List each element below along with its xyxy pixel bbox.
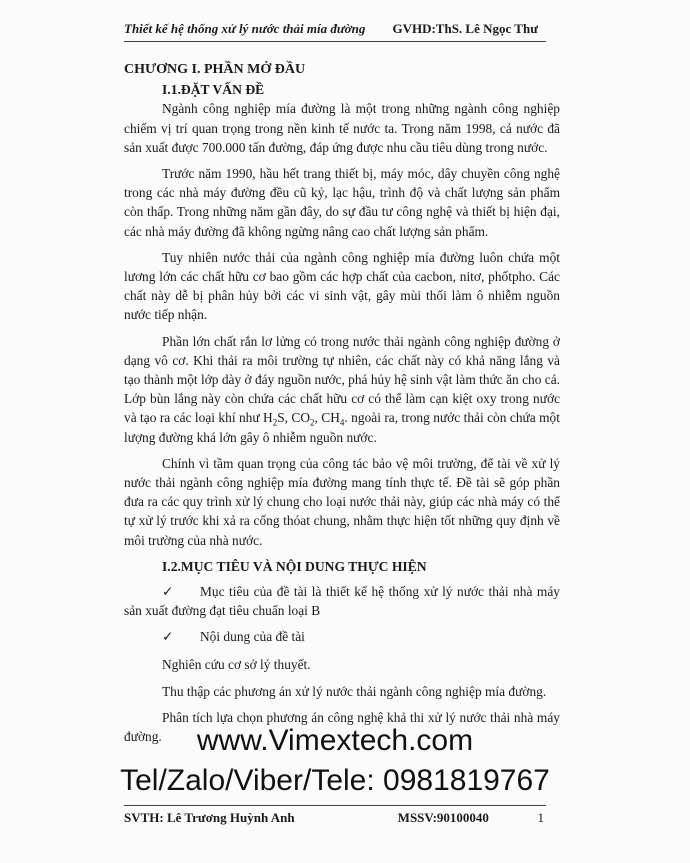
task-line-3: Phân tích lựa chọn phương án công nghệ khả thi xử lý nước thải nhà máy đường. <box>124 710 560 745</box>
task-line-1: Nghiên cứu cơ sở lý thuyết. <box>162 656 311 672</box>
chapter-title: CHƯƠNG I. PHẦN MỞ ĐẦU <box>124 62 306 77</box>
checklist-item-text: Nội dung của đề tài <box>200 629 305 645</box>
paragraph-5: Chính vì tầm quan trọng của công tác bảo vệ môi trường, để tài về xử lý nước thải ngành công nghiệp mía đường mang tính thực tế. Đề tài sẽ góp phần đưa ra các quy trình xử lý chung cho loại nước thải này, giúp các nhà máy có thể tự xử lý trước khi xả ra cống thóat chung, nhằm thực hiện tốt những quy định về môi trường của nhà nước. <box>124 455 560 548</box>
checkmark-icon: ✓ <box>162 584 174 600</box>
checklist-item-content <box>124 627 560 646</box>
page-number: 1 <box>537 810 544 825</box>
paragraph-4-text: Phần lớn chất rắn lơ lửng có trong nước thải ngành công nghiệp đường ở dạng vô cơ. Khi thải ra môi trường tự nhiên, các chất này có khả năng lắng và tạo thành một lớp dày ở đáy nguồn nước, phá hủy hệ sinh vật làm thức ăn cho cá. Lớp bùn lắng này còn chứa các chất hữu cơ có thể làm cạn kiệt oxy trong nước và tạo ra các loại khí như H <box>124 333 560 426</box>
checklist-item-text: Mục tiêu của đề tài là thiết kế hệ thống xử lý nước thải nhà máy sản xuất đường đạt tiêu chuẩn loại B <box>124 584 560 619</box>
paragraph-4-text: , CH <box>314 410 340 426</box>
section-title-1: I.1.ĐẶT VẤN ĐỀ <box>162 82 265 98</box>
subscript: 2 <box>272 418 278 429</box>
paragraph-1: Ngành công nghiệp mía đường là một trong những ngành công nghiệp chiếm vị trí quan trọng trong nền kinh tế nước ta. Trong năm 1998, cả nước đã sản xuất được 700.000 tấn đường, đáp ứng được nhu cầu tiêu dùng trong nước. <box>124 101 560 155</box>
section-title-2: I.2.MỤC TIÊU VÀ NỘI DUNG THỰC HIỆN <box>162 558 427 574</box>
watermark-phone: Tel/Zalo/Viber/Tele: 0981819767 <box>120 764 550 797</box>
paragraph-4 <box>124 332 560 447</box>
checklist-item-objective <box>124 582 560 620</box>
footer-student-id: MSSV:90100040 <box>397 810 489 825</box>
header-advisor: GVHD:ThS. Lê Ngọc Thư <box>392 21 538 36</box>
paragraph-4-text: S, CO <box>277 410 311 426</box>
page-footer <box>124 810 544 826</box>
checkmark-icon: ✓ <box>162 629 174 645</box>
subscript: 2 <box>310 418 315 429</box>
task-line-2: Thu thập các phương án xử lý nước thải ngành công nghiệp mía đường. <box>162 683 547 699</box>
paragraph-3: Tuy nhiên nước thải của ngành công nghiệp mía đường luôn chứa một lương lớn các chất hữu cơ bao gồm các hợp chất của cacbon, nitơ, phốtpho. Các chất này dễ bị phân hủy bởi các vi sinh vật, gây mùi thối làm ô nhiễm nguồn nước tiếp nhận. <box>124 249 560 323</box>
header-divider <box>124 41 546 42</box>
footer-divider <box>124 805 546 806</box>
paragraph-4-text: . ngoài ra, trong nước thải còn chứa một lượng đường khá lớn gây ô nhiễm nguồn nước. <box>124 410 560 445</box>
page-header <box>124 21 544 37</box>
paragraph-2: Trước năm 1990, hầu hết trang thiết bị, máy móc, dây chuyền công nghệ trong các nhà máy đường đều cũ kỷ, lạc hậu, trình độ và chất lượng sản phẩm còn thấp. Trong những năm gần đây, do sự đầu tư công nghệ và thiết bị hiện đại, các nhà máy đường đã không ngừng nâng cao chất lượng sản phẩm. <box>124 166 560 239</box>
watermark-website: www.Vimextech.com <box>196 724 474 757</box>
header-title: Thiết kế hệ thống xử lý nước thải mía đường <box>124 21 366 36</box>
subscript: 4 <box>339 418 345 429</box>
document-body <box>124 60 560 754</box>
footer-student: SVTH: Lê Trương Huỳnh Anh <box>124 810 295 825</box>
